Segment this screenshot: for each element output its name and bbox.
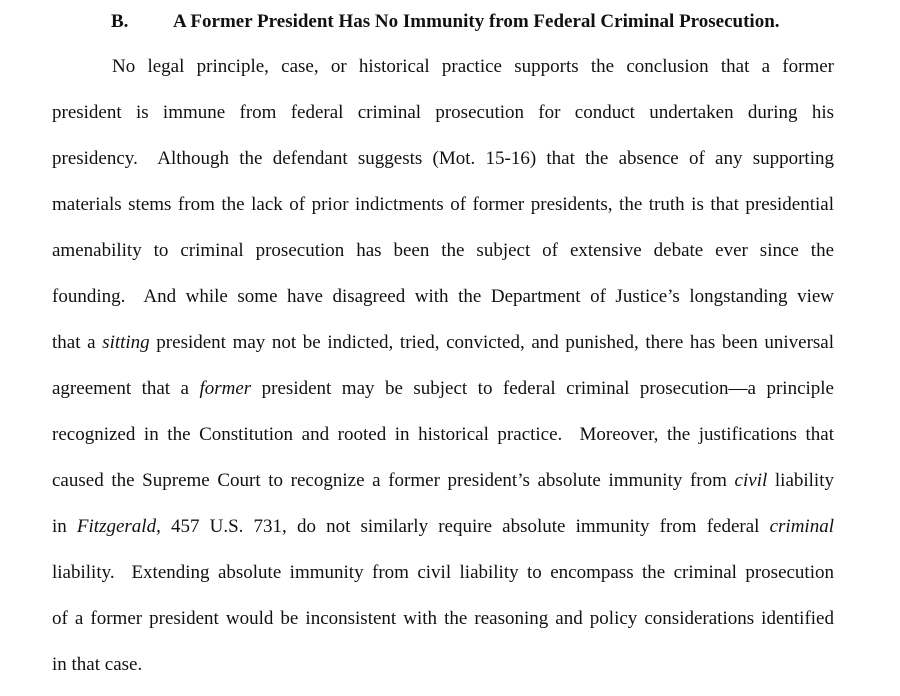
paragraph-line <box>52 374 834 420</box>
italic-text: criminal <box>769 516 834 537</box>
section-heading <box>111 10 780 34</box>
line-text: amenability to criminal prosecution has been the subject of extensive debate ever since the <box>52 240 834 261</box>
line-text: presidency. Although the defendant suggests (Mot. 15-16) that the absence of any supporting <box>52 148 834 169</box>
paragraph-line <box>52 604 834 650</box>
paragraph-line <box>52 98 834 144</box>
line-text: president is immune from federal criminal prosecution for conduct undertaken during his <box>52 102 834 123</box>
italic-text: sitting <box>102 332 150 353</box>
paragraph-line <box>52 466 834 512</box>
section-letter: B. <box>111 11 129 32</box>
line-text: agreement that a <box>52 378 200 399</box>
line-text: that a <box>52 332 103 353</box>
line-text: in that case. <box>52 654 143 675</box>
paragraph-line <box>52 52 834 98</box>
paragraph-line <box>52 190 834 236</box>
body-paragraph <box>52 52 834 696</box>
section-title: A Former President Has No Immunity from Federal Criminal Prosecution. <box>173 11 780 32</box>
line-text: founding. And while some have disagreed with the Department of Justice’s longstanding view <box>52 286 834 307</box>
line-text: president may not be indicted, tried, convicted, and punished, there has been universal <box>149 332 835 353</box>
line-text: liability. Extending absolute immunity from civil liability to encompass the criminal prosecution <box>52 562 834 583</box>
paragraph-line <box>52 236 834 282</box>
line-text: , 457 U.S. 731, do not similarly require absolute immunity from federal <box>156 516 770 537</box>
line-text: No legal principle, case, or historical practice supports the conclusion that a former <box>112 56 834 77</box>
line-text: caused the Supreme Court to recognize a former president’s absolute immunity from <box>52 470 735 491</box>
paragraph-line <box>52 328 834 374</box>
paragraph-line <box>52 650 834 696</box>
line-text: recognized in the Constitution and rooted in historical practice. Moreover, the justifications that <box>52 424 834 445</box>
line-text: of a former president would be inconsistent with the reasoning and policy considerations identified <box>52 608 834 629</box>
italic-text: former <box>199 378 252 399</box>
line-text: president may be subject to federal criminal prosecution—a principle <box>251 378 834 399</box>
line-text: in <box>52 516 77 537</box>
paragraph-line <box>52 512 834 558</box>
case-name-italic: Fitzgerald <box>76 516 157 537</box>
italic-text: civil <box>734 470 768 491</box>
paragraph-line <box>52 282 834 328</box>
paragraph-line <box>52 558 834 604</box>
line-text: materials stems from the lack of prior indictments of former presidents, the truth is that presidential <box>52 194 834 215</box>
line-text: liability <box>767 470 834 491</box>
paragraph-line <box>52 420 834 466</box>
paragraph-line <box>52 144 834 190</box>
